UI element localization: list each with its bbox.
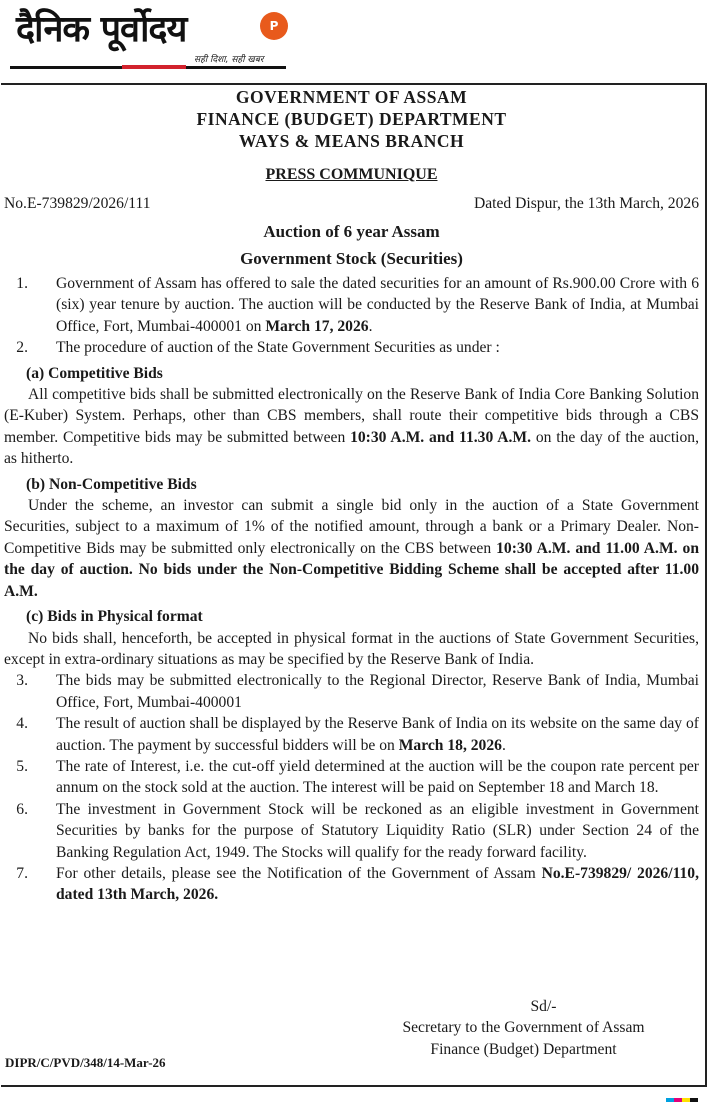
list-item-1 [4, 273, 699, 337]
item-text-part: The result of auction shall be displayed by the Reserve Bank of India on its website on the same day of auction. The payment by successful bidders will be on [56, 715, 699, 754]
masthead [10, 8, 286, 72]
color-swatch-black [690, 1098, 698, 1102]
item-text [56, 863, 699, 906]
list-item-6 [4, 799, 699, 863]
color-swatch-magenta [674, 1098, 682, 1102]
item-text: The rate of Interest, i.e. the cut-off yield determined at the auction will be the coupon rate percent per annum on the stock sold at the auction. The interest will be paid on September 18 and March 18. [56, 757, 699, 797]
auction-date: March 17, 2026 [265, 317, 369, 335]
notice-body [4, 86, 699, 906]
item-text: The bids may be submitted electronically to the Regional Director, Reserve Bank of India, Mumbai Office, Fort, Mumbai-400001 [56, 672, 699, 711]
color-swatch-yellow [682, 1098, 690, 1102]
para-text: Under the scheme, an investor can submit a single bid only in the auction of a State Government Securities, subject to a maximum of 1% of the notified amount, through a bank or a Primary Dealer. Non-Competitive Bids may be submitted only electronically on the CBS between [4, 497, 699, 557]
signatory-title: Secretary to the Government of Assam [402, 1019, 645, 1037]
item-number: 5. [16, 757, 28, 775]
payment-date: March 18, 2026 [398, 736, 502, 754]
item-number: 6. [16, 800, 28, 818]
communique-title [4, 164, 699, 185]
item-text-part: For other details, please see the Notification of the Government of Assam [56, 864, 542, 882]
signature-sd: Sd/- [530, 998, 557, 1015]
competitive-bids-text [4, 384, 699, 470]
list-item-3 [4, 670, 699, 713]
header-department: FINANCE (BUDGET) DEPARTMENT [196, 109, 507, 129]
item-text [56, 273, 699, 337]
print-color-bar [666, 1098, 698, 1102]
non-competitive-bids-text [4, 495, 699, 602]
item-number: 7. [16, 864, 28, 882]
masthead-red-bar [122, 65, 186, 69]
item-text-part: Government of Assam has offered to sale the dated securities for an amount of Rs.900.00 Crore with 6 (six) year tenure by auction. The auction will be conducted by the Reserve Bank of India, at Mumbai Office, Fort, Mumbai-400001 on [56, 275, 699, 335]
communique-label: PRESS COMMUNIQUE [265, 166, 438, 183]
item-number: 3. [16, 672, 28, 690]
newspaper-tagline: सही दिशा, सही खबर [194, 55, 264, 65]
signatory-department: Finance (Budget) Department [430, 1040, 617, 1058]
item-text [56, 713, 699, 756]
item-number: 1. [16, 275, 28, 292]
physical-bids-text: No bids shall, henceforth, be accepted in physical format in the auctions of State Government Securities, except in extra-ordinary situations as may be specified by the Reserve Bank of India. [4, 629, 699, 668]
newspaper-logo: दैनिक पूर्वोदय [16, 9, 187, 50]
signature-block [376, 996, 671, 1060]
section-non-competitive-bids-heading: (b) Non-Competitive Bids [26, 475, 197, 493]
item-number: 4. [16, 715, 28, 733]
item-text-end: . [368, 317, 373, 335]
logo-mark-icon: P [260, 12, 288, 40]
header-government: GOVERNMENT OF ASSAM [235, 87, 468, 107]
bid-time-window: 10:30 A.M. and 11.30 A.M. [350, 428, 531, 446]
dipr-code: DIPR/C/PVD/348/14-Mar-26 [5, 1055, 166, 1070]
item-text-end: . [501, 736, 506, 754]
subject-line-1: Auction of 6 year Assam [263, 221, 440, 241]
section-physical-bids-heading: (c) Bids in Physical format [26, 608, 203, 626]
header-branch: WAYS & MEANS BRANCH [238, 131, 465, 151]
non-competitive-time-window: 10:30 A.M. and 11.00 A.M. on the day of auction. No bids under the Non-Competitive Bidding Scheme shall be accepted after 11.00 A.M. [4, 539, 699, 600]
color-swatch-cyan [666, 1098, 674, 1102]
item-text: The investment in Government Stock will be reckoned as an eligible investment in Government Securities by banks for the purpose of Statutory Liquidity Ratio (SLR) under Section 24 of the Banking Regulation Act, 1949. The Stocks will qualify for the ready forward facility. [56, 800, 699, 861]
section-competitive-bids-heading: (a) Competitive Bids [26, 364, 163, 382]
notification-reference: No.E-739829/ 2026/110, dated 13th March, 2026. [56, 864, 699, 904]
list-item-4 [4, 713, 699, 756]
para-text: All competitive bids shall be submitted electronically on the Reserve Bank of India Core Banking Solution (E-Kuber) System. Perhaps, other than CBS members, shall route their competitive bids through a CBS member. Competitive bids may be submitted between [4, 386, 699, 446]
list-item-2 [4, 337, 699, 358]
item-text: The procedure of auction of the State Government Securities as under : [56, 339, 500, 357]
reference-number: No.E-739829/2026/111 [4, 195, 151, 213]
para-text-end: on the day of the auction, as hitherto. [4, 428, 699, 468]
subject-line-2: Government Stock (Securities) [240, 249, 463, 269]
reference-row [4, 193, 699, 214]
list-item-7 [4, 863, 699, 906]
dated-line: Dated Dispur, the 13th March, 2026 [473, 195, 699, 213]
list-item-5 [4, 756, 699, 799]
item-number: 2. [16, 339, 28, 357]
